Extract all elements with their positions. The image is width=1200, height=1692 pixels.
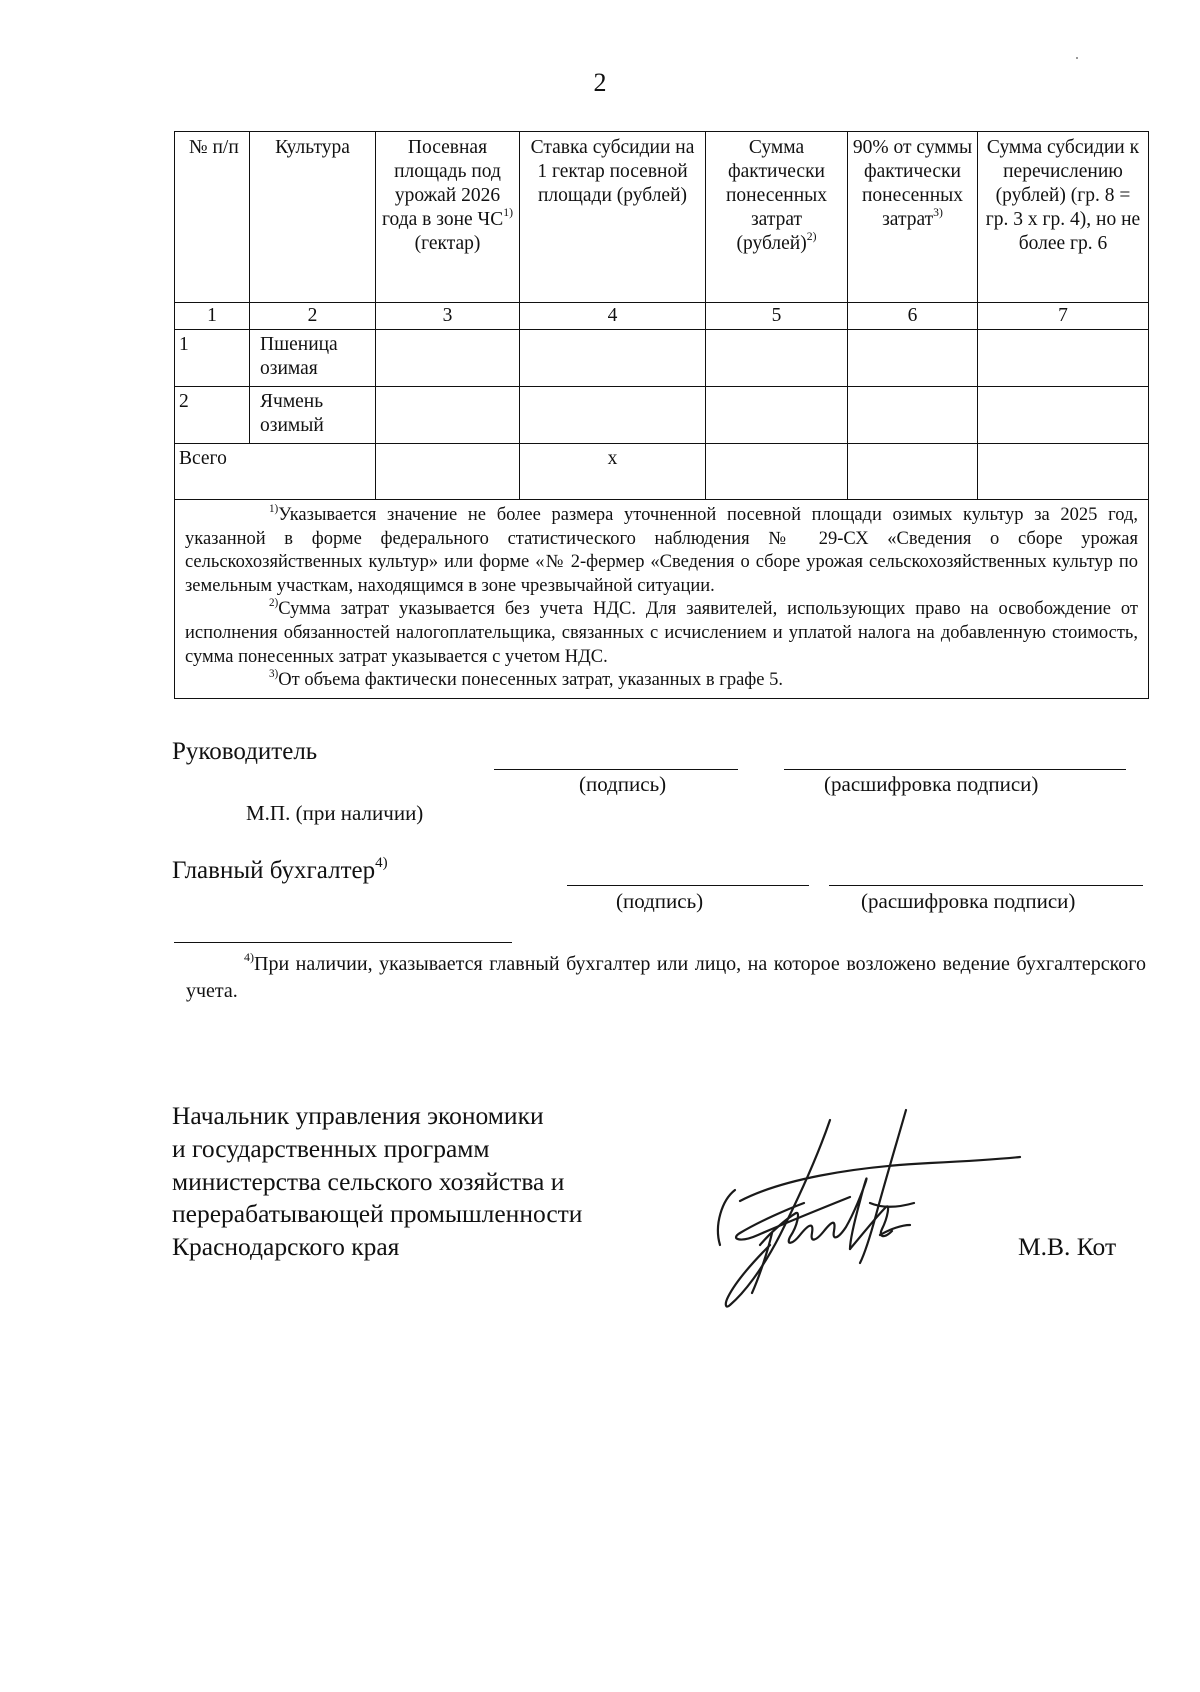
signer-title-line: Начальник управления экономики xyxy=(172,1101,544,1130)
accountant-decoding-caption: (расшифровка подписи) xyxy=(861,889,1076,913)
cell-area-total xyxy=(376,444,520,500)
accountant-decoding-line xyxy=(829,885,1143,886)
column-number: 2 xyxy=(250,303,376,330)
cell-costs-total xyxy=(706,444,848,500)
signer-title-line: Краснодарского края xyxy=(172,1232,400,1262)
signer-title-line: перерабатывающей промышленности xyxy=(172,1199,583,1229)
column-number: 5 xyxy=(706,303,848,330)
head-decoding-caption: (расшифровка подписи) xyxy=(824,772,1039,796)
notes-row xyxy=(175,500,1149,699)
cell-rate xyxy=(520,330,706,387)
header-ninety-percent: 90% от суммы фактически понесенных затрат$^{3)}$ xyxy=(848,132,978,303)
scan-speck xyxy=(1076,57,1078,59)
cell-subsidy-total xyxy=(978,444,1149,500)
cell-area xyxy=(376,387,520,444)
column-number: 4 xyxy=(520,303,706,330)
cell-subsidy xyxy=(978,330,1149,387)
cell-subsidy xyxy=(978,387,1149,444)
table-row xyxy=(175,387,1149,444)
column-number: 3 xyxy=(376,303,520,330)
accountant-label: Главный бухгалтер$^{4)}$ xyxy=(172,855,388,884)
cell-costs xyxy=(706,330,848,387)
footnote-4: $^{4)}$При наличии, указывается главный бухгалтер или лицо, на которое возложено ведение бухгалтерского учета. xyxy=(186,950,1146,1002)
cell-area xyxy=(376,330,520,387)
footnote-separator xyxy=(174,942,512,943)
head-label: Руководитель xyxy=(172,738,318,765)
signer-title-line: министерства сельского хозяйства и xyxy=(172,1166,565,1196)
header-rate: Ставка субсидии на 1 гектар посевной площади (рублей) xyxy=(520,132,706,303)
stamp-note: М.П. (при наличии) xyxy=(246,801,424,825)
header-costs: Сумма фактически понесенных затрат (рублей)$^{2)}$ xyxy=(706,132,848,303)
cell-ninety-total xyxy=(848,444,978,500)
column-number: 6 xyxy=(848,303,978,330)
row-number: 1 xyxy=(175,330,250,387)
accountant-signature-line xyxy=(567,885,809,886)
table-row xyxy=(175,330,1149,387)
total-label: Всего xyxy=(175,444,376,500)
cell-rate xyxy=(520,387,706,444)
note-2: $^{2)}$Сумма затрат указывается без учета НДС. Для заявителей, использующих право на освобождение от исполнения обязанностей налогоплательщика, связанных с исчислением и уплатой налога на добавленную стоимость, сумма понесенных затрат указывается с учетом НДС. xyxy=(185,597,1138,667)
column-number: 1 xyxy=(175,303,250,330)
cell-costs xyxy=(706,387,848,444)
header-number: № п/п xyxy=(175,132,250,303)
signer-name: М.В. Кот xyxy=(1018,1232,1117,1261)
subsidy-table xyxy=(174,131,1149,699)
column-number: 7 xyxy=(978,303,1149,330)
cell-ninety xyxy=(848,330,978,387)
signer-title-line: и государственных программ xyxy=(172,1133,490,1163)
header-crop: Культура xyxy=(250,132,376,303)
column-numbers-row xyxy=(175,303,1149,330)
signer-title xyxy=(172,1100,582,1264)
row-number: 2 xyxy=(175,387,250,444)
row-crop: Пшеница озимая xyxy=(250,330,376,387)
accountant-signature-caption: (подпись) xyxy=(616,889,704,913)
cell-rate-total: х xyxy=(520,444,706,500)
header-subsidy-sum: Сумма субсидии к перечислению (рублей) (гр. 8 = гр. 3 х гр. 4), но не более гр. 6 xyxy=(978,132,1149,303)
header-area: Посевная площадь под урожай 2026 года в зоне ЧС$^{1)}$ (гектар) xyxy=(376,132,520,303)
handwritten-signature xyxy=(700,1085,1030,1325)
head-signature-caption: (подпись) xyxy=(579,772,667,796)
table-header-row xyxy=(175,132,1149,303)
head-signature-line xyxy=(494,769,738,770)
head-decoding-line xyxy=(784,769,1126,770)
table-notes xyxy=(175,500,1149,699)
note-3: $^{3)}$От объема фактически понесенных затрат, указанных в графе 5. xyxy=(269,667,783,691)
row-crop: Ячмень озимый xyxy=(250,387,376,444)
page-number: 2 xyxy=(593,68,607,97)
note-1: $^{1)}$Указывается значение не более размера уточненной посевной площади озимых культур за 2025 год, указанной в форме федерального статистического наблюдения № 29-СХ «Сведения о сборе урожая сельскохозяйственных культур» или форме «№ 2-фермер «Сведения о сборе урожая сельскохозяйственных культур по земельным участкам, находящимся в зоне чрезвычайной ситуации. xyxy=(185,502,1138,596)
cell-ninety xyxy=(848,387,978,444)
total-row xyxy=(175,444,1149,500)
